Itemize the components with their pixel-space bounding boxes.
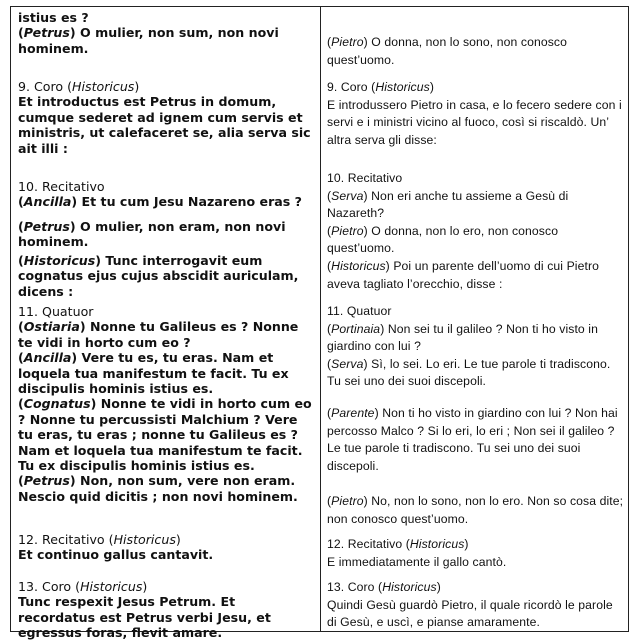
latin-line: (Historicus) Tunc interrogavit eum cognatus ejus cujus abscidit auriculam, dicens : xyxy=(18,253,299,299)
italian-section xyxy=(327,34,625,69)
latin-section-header: 10. Recitativo xyxy=(18,179,105,194)
latin-line: Et introductus est Petrus in domum, cumque sederet ad ignem cum servis et ministris, ut calefaceret se, alia serva sic ait illi : xyxy=(18,94,311,156)
latin-section xyxy=(18,10,316,56)
latin-line: (Petrus) Non, non sum, vere non eram. Nescio quid dicitis ; non novi hominem. xyxy=(18,473,298,504)
latin-line: Tunc respexit Jesus Petrum. Et recordatus est Petrus verbi Jesu, et egressus foras, flevit amare. xyxy=(18,594,271,641)
translation-table xyxy=(10,6,629,641)
italian-line: (Pietro) O donna, non lo ero, non conosco quest’uomo. xyxy=(327,223,559,256)
latin-line: (Ancilla) Vere tu es, tu eras. Nam et loquela tua manifestum te facit. Tu ex discipulis hominis istius es. xyxy=(18,350,289,397)
italian-section-header: 13. Coro (Historicus) xyxy=(327,580,441,594)
latin-section xyxy=(18,253,316,299)
latin-line: (Ancilla) Et tu cum Jesu Nazareno eras ? xyxy=(18,194,302,210)
latin-section xyxy=(18,532,316,563)
italian-section xyxy=(327,79,625,149)
italian-section xyxy=(327,493,625,528)
latin-section-header: 9. Coro (Historicus) xyxy=(18,79,140,94)
italian-line: (Historicus) Poi un parente dell’uomo di cui Pietro aveva tagliato l’orecchio, disse : xyxy=(327,258,600,291)
italian-section xyxy=(327,170,625,293)
italian-line: E immediatamente il gallo cantò. xyxy=(327,554,507,569)
italian-line: (Serva) Sì, lo sei. Lo eri. Le tue parole ti tradiscono. Tu sei uno dei suoi discepoli. xyxy=(327,356,611,389)
latin-section xyxy=(18,79,316,156)
italian-line: (Portinaia) Non sei tu il galileo ? Non ti ho visto in giardino con lui ? xyxy=(327,321,598,354)
italian-section xyxy=(327,536,625,571)
italian-line: Quindi Gesù guardò Pietro, il quale ricordò le parole di Gesù, e uscì, e pianse amaramente. xyxy=(327,597,613,630)
italian-section-header: 12. Recitativo (Historicus) xyxy=(327,537,469,551)
latin-line: istius es ? xyxy=(18,10,89,25)
italian-section xyxy=(327,405,625,475)
italian-line: E introdussero Pietro in casa, e lo fecero sedere con i servi e i ministri vicino al fuoco, così si riscaldò. Un’ altra serva gli disse: xyxy=(327,97,622,147)
latin-line: (Petrus) O mulier, non sum, non novi hominem. xyxy=(18,25,279,56)
italian-line: (Pietro) O donna, non lo sono, non conosco quest’uomo. xyxy=(327,35,567,67)
latin-section xyxy=(18,219,316,250)
latin-line: (Cognatus) Nonne te vidi in horto cum eo ? Nonne tu percussisti Malchium ? Vere tu eras, tu eras ; nonne tu Galileus es ? Nam et loquela tua manifestum te facit. Tu ex discipulis hominis istius es. xyxy=(18,396,312,474)
latin-line: (Ostiaria) Nonne tu Galileus es ? Nonne te vidi in horto cum eo ? xyxy=(18,319,299,350)
latin-section xyxy=(18,179,316,210)
latin-line: Et continuo gallus cantavit. xyxy=(18,547,214,563)
italian-line: (Pietro) No, non lo sono, non lo ero. Non so cosa dite; non conosco quest’uomo. xyxy=(327,494,624,526)
latin-section xyxy=(18,304,316,504)
italian-line: (Parente) Non ti ho visto in giardino con lui ? Non hai percosso Malco ? Si lo eri, lo eri ; Non sei il galileo ? Le tue parole ti tradiscono. Tu sei uno dei suoi discepoli. xyxy=(327,406,618,473)
latin-section-header: 13. Coro (Historicus) xyxy=(18,579,148,594)
italian-section xyxy=(327,303,625,391)
italian-line: (Serva) Non eri anche tu assieme a Gesù di Nazareth? xyxy=(327,188,569,221)
column-divider xyxy=(320,7,321,631)
latin-line: (Petrus) O mulier, non eram, non novi hominem. xyxy=(18,219,286,250)
italian-section xyxy=(327,579,625,632)
italian-section-header: 10. Recitativo xyxy=(327,171,403,185)
italian-section-header: 11. Quatuor xyxy=(327,304,392,318)
latin-section-header: 11. Quatuor xyxy=(18,304,94,319)
latin-section xyxy=(18,579,316,641)
latin-section-header: 12. Recitativo (Historicus) xyxy=(18,532,181,547)
italian-section-header: 9. Coro (Historicus) xyxy=(327,80,434,94)
